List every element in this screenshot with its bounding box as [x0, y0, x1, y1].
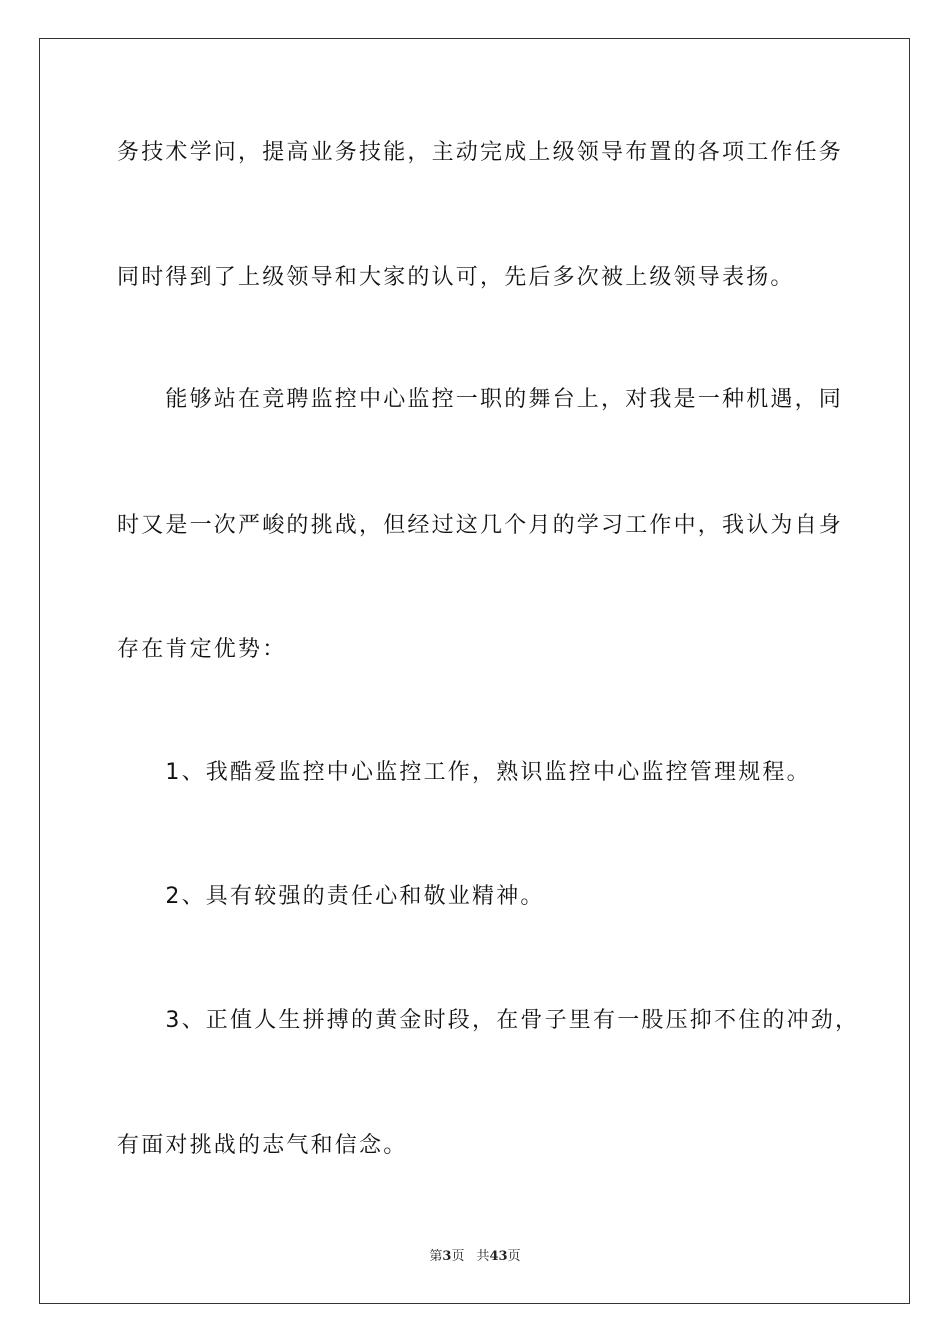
- list-item-1: 1、我酷爱监控中心监控工作，熟识监控中心监控管理规程。: [117, 760, 811, 785]
- footer-total-prefix: 共: [476, 1249, 490, 1264]
- body-line-9: 有面对挑战的志气和信念。: [117, 1133, 408, 1158]
- footer-total-suffix: 页: [507, 1249, 521, 1264]
- page-border: [39, 38, 910, 1304]
- footer-page-suffix: 页: [451, 1249, 465, 1264]
- body-line-5: 存在肯定优势：: [117, 637, 287, 662]
- list-item-3: 3、正值人生拼搏的黄金时段，在骨子里有一股压抑不住的冲劲，: [117, 1008, 860, 1033]
- body-line-4: 时又是一次严峻的挑战，但经过这几个月的学习工作中，我认为自身: [117, 513, 844, 538]
- footer-page-number: 3: [442, 1249, 452, 1264]
- body-line-2: 同时得到了上级领导和大家的认可，先后多次被上级领导表扬。: [117, 265, 795, 290]
- list-item-2: 2、具有较强的责任心和敬业精神。: [117, 884, 545, 909]
- footer-total-pages: 43: [489, 1249, 508, 1264]
- body-line-3: 能够站在竞聘监控中心监控一职的舞台上，对我是一种机遇，同: [117, 387, 844, 412]
- page-footer: [0, 1248, 950, 1266]
- footer-page-prefix: 第: [429, 1249, 443, 1264]
- body-line-1: 务技术学问，提高业务技能，主动完成上级领导布置的各项工作任务: [117, 140, 844, 165]
